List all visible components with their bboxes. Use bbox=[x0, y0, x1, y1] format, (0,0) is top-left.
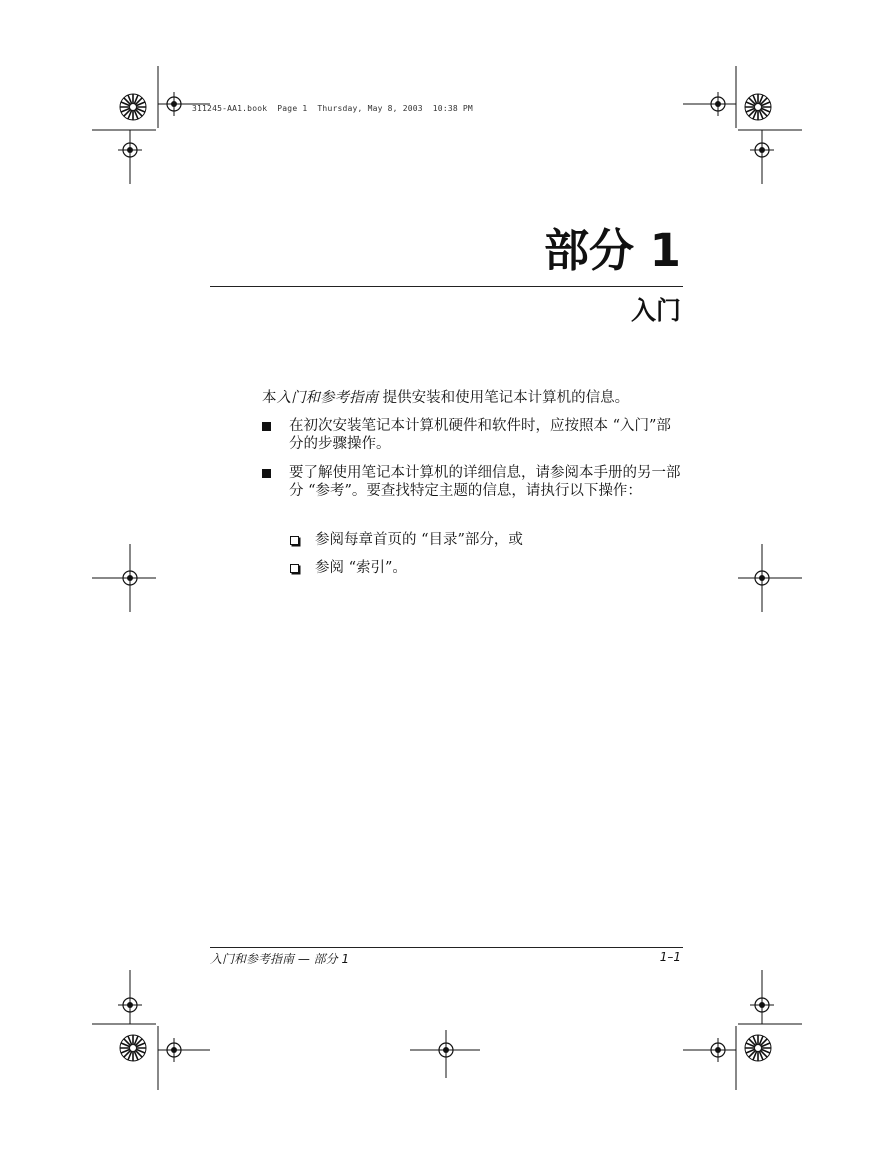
intro-prefix: 本 bbox=[262, 390, 277, 406]
sub-item-text: 参阅 “索引”。 bbox=[315, 560, 407, 576]
print-header: 311245-AA1.book Page 1 Thursday, May 8, 2003 10:38 PM bbox=[192, 104, 473, 113]
chapter-subtitle: 入门 bbox=[630, 296, 681, 325]
bullet-text: 要了解使用笔记本计算机的详细信息，请参阅本手册的另一部分 “参考”。要查找特定主题的信息，请执行以下操作： bbox=[289, 465, 681, 499]
crop-mark-middle-right bbox=[738, 544, 802, 612]
title-divider bbox=[210, 286, 683, 287]
crop-mark-bottom-left bbox=[92, 970, 210, 1090]
intro-paragraph bbox=[262, 389, 629, 407]
crop-mark-top-right bbox=[683, 66, 802, 184]
intro-suffix: 提供安装和使用笔记本计算机的信息。 bbox=[382, 390, 630, 406]
bullet-text: 在初次安装笔记本计算机硬件和软件时，应按照本 “入门”部分的步骤操作。 bbox=[289, 418, 671, 452]
sub-item-text: 参阅每章首页的 “目录”部分，或 bbox=[315, 532, 523, 548]
crop-mark-top-left bbox=[92, 66, 210, 184]
chapter-title: 部分 1 bbox=[544, 224, 681, 277]
page-number: 1–1 bbox=[659, 950, 681, 964]
footer-guide-title: 入门和参考指南 — 部分 1 bbox=[210, 952, 350, 966]
footer-divider bbox=[210, 947, 683, 948]
crop-mark-bottom-right bbox=[683, 970, 802, 1090]
guide-title-italic: 入门和参考指南 bbox=[276, 390, 378, 406]
square-bullet-icon bbox=[262, 422, 271, 431]
checkbox-bullet-icon bbox=[290, 564, 299, 573]
square-bullet-icon bbox=[262, 469, 271, 478]
crop-mark-bottom-center bbox=[410, 1030, 480, 1078]
checkbox-bullet-icon bbox=[290, 536, 299, 545]
crop-mark-middle-left bbox=[92, 544, 156, 612]
